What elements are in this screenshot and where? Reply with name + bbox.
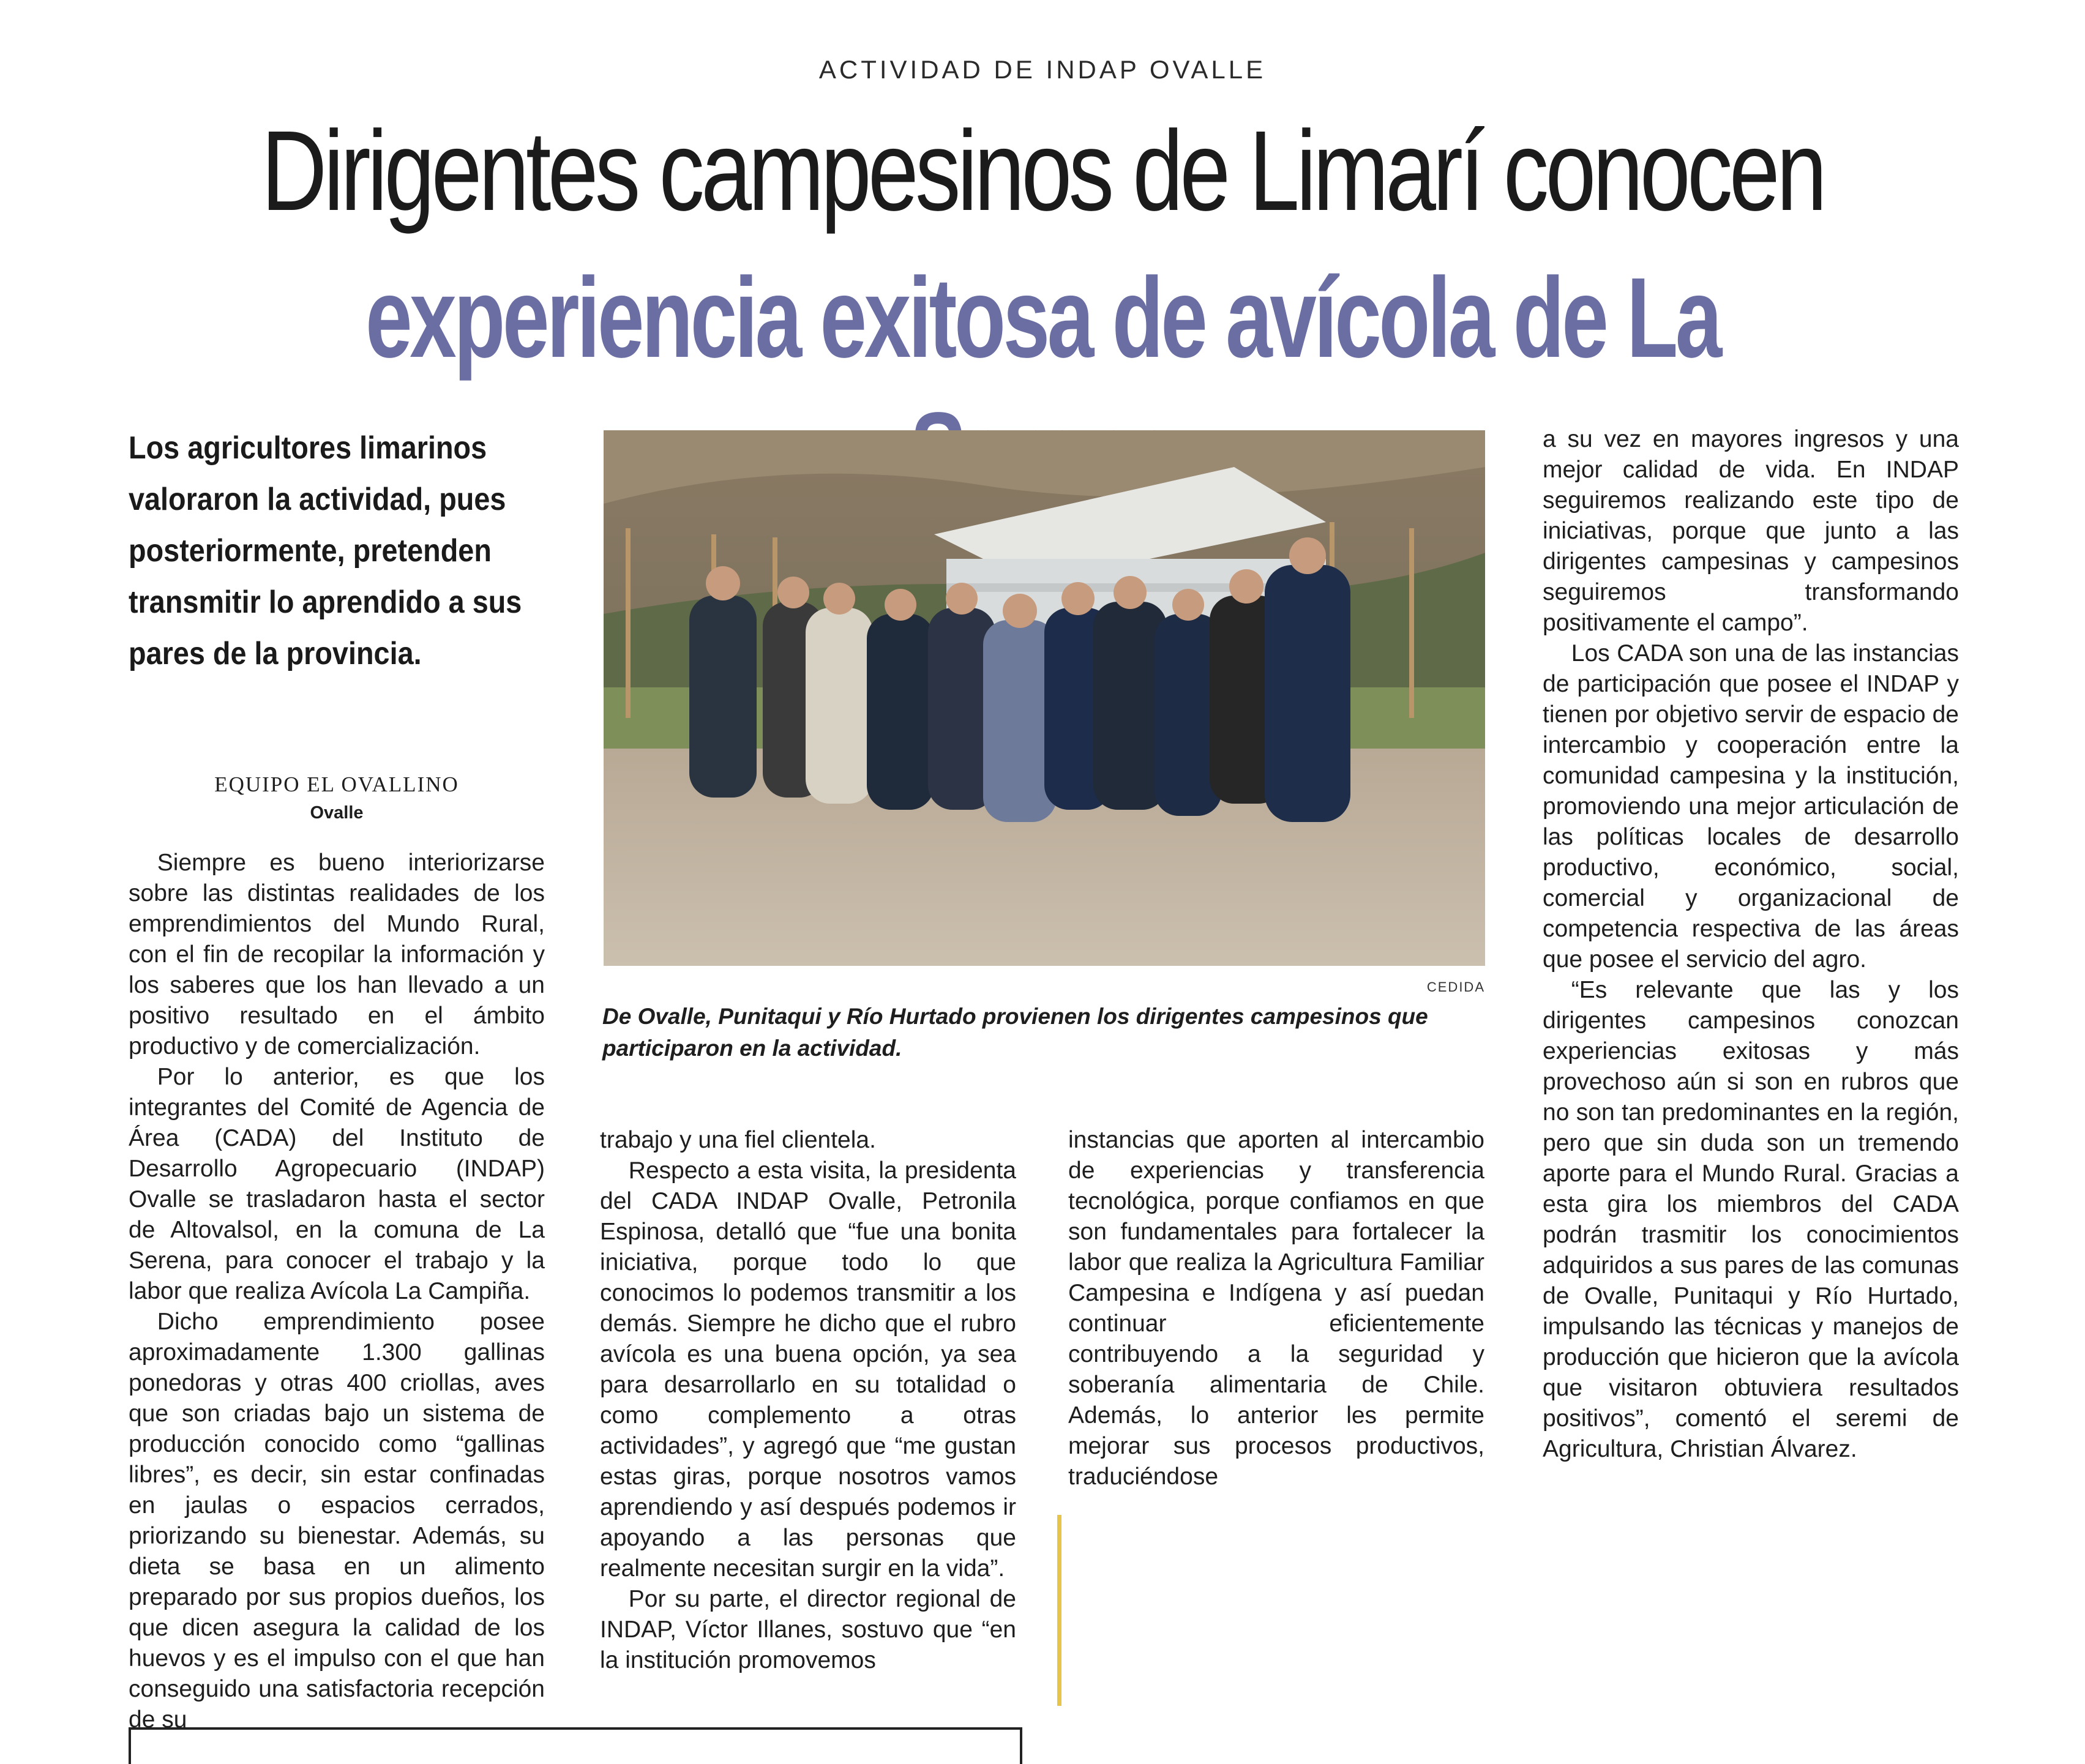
legal-notice-box: [129, 1727, 1022, 1764]
photo-caption: De Ovalle, Punitaqui y Río Hurtado provienen los dirigentes campesinos que participaron en la actividad.: [602, 1004, 1428, 1061]
column-divider: [1057, 1515, 1061, 1706]
paragraph: a su vez en mayores ingresos y una mejor calidad de vida. En INDAP seguiremos realizando este tipo de iniciativas, porque que junto a las dirigentes campesinas y campesinos seguiremos transformando positivamente el campo”.: [1543, 426, 1959, 636]
paragraph: instancias que aporten al intercambio de experiencias y transferencia tecnológica, porque confiamos en que son fundamentales para fortalecer la labor que realiza la Agricultura Familiar Campesina e Indígena y así puedan continuar eficientemente contribuyendo a la seguridad y soberanía alimentaria de Chile. Además, lo anterior les permite mejorar sus procesos productivos, traduciéndose: [1068, 1127, 1484, 1490]
paragraph: Por su parte, el director regional de INDAP, Víctor Illanes, sostuvo que “en la institución promovemos: [600, 1586, 1016, 1673]
headline-line-1: Dirigentes campesinos de Limarí conocen: [261, 108, 1824, 234]
headline-line-2: experiencia exitosa de avícola de La: [365, 255, 1720, 381]
paragraph: Por lo anterior, es que los integrantes del Comité de Agencia de Área (CADA) del Instituto de Desarrollo Agropecuario (INDAP) Ovalle se trasladaron hasta el sector de Altovalsol, en la comuna de La Serena, para conocer el trabajo y la labor que realiza Avícola La Campiña.: [129, 1064, 545, 1304]
paragraph: Los CADA son una de las instancias de participación que posee el INDAP y tienen por objetivo servir de espacio de intercambio y cooperación entre la comunidad campesina y la institución, promoviendo una mejor articulación de las políticas locales de desarrollo productivo, económico, social, comercial y organizacional de competencia respectiva de las áreas que posee el servicio del agro.: [1543, 640, 1959, 973]
paragraph: trabajo y una fiel clientela.: [600, 1127, 876, 1153]
group-photo: [604, 430, 1485, 966]
article-column-4: [1543, 424, 1959, 1465]
byline-author: EQUIPO EL OVALLINO: [214, 772, 459, 796]
article-column-1: [129, 848, 545, 1735]
section-kicker: ACTIVIDAD DE INDAP OVALLE: [818, 55, 1267, 84]
paragraph: Siempre es bueno interiorizarse sobre las distintas realidades de los emprendimientos del Mundo Rural, con el fin de recopilar la información y los saberes que los han llevado a un positivo resultado en el ámbito productivo y de comercialización.: [129, 850, 545, 1060]
photo-credit: CEDIDA: [1426, 979, 1485, 995]
byline-place: Ovalle: [310, 803, 364, 823]
paragraph: “Es relevante que las y los dirigentes campesinos conozcan experiencias exitosas y más provechoso aún si son en rubros que no son tan predominantes en la región, pero que sin duda son un tremendo aporte para el Mundo Rural. Gracias a esta gira los miembros del CADA podrán trasmitir los conocimientos adquiridos a sus pares de las comunas de Ovalle, Punitaqui y Río Hurtado, impulsando las técnicas y manejos de producción que hicieron que la avícola que visitaron obtuviera resultados positivos”, comentó el seremi de Agricultura, Christian Álvarez.: [1543, 977, 1959, 1462]
article-column-3: [1068, 1125, 1484, 1492]
paragraph: Respecto a esta visita, la presidenta del CADA INDAP Ovalle, Petronila Espinosa, detalló que “fue una bonita iniciativa, porque todo lo que conocimos lo podemos transmitir a los demás. Siempre he dicho que el rubro avícola es una buena opción, ya sea para desarrollarlo en su totalidad o como complemento a otras actividades”, y agregó que “me gustan estas giras, porque nosotros vamos aprendiendo y así después podemos ir apoyando a las personas que realmente necesitan surgir en la vida”.: [600, 1157, 1016, 1582]
paragraph: Dicho emprendimiento posee aproximadamente 1.300 gallinas ponedoras y otras 400 criollas, aves que son criadas bajo un sistema de producción conocido como “gallinas libres”, es decir, sin estar confinadas en jaulas o espacios cerrados, priorizando su bienestar. Además, su dieta se basa en un alimento preparado por sus propios dueños, los que dicen asegura la calidad de los huevos y es el impulso con el que han conseguido una satisfactoria recepción de su: [129, 1309, 545, 1733]
lead-paragraph: Los agricultores limarinos valoraron la actividad, pues posteriormente, pretenden transmitir lo aprendido a sus pares de la provincia.: [129, 430, 522, 671]
group-photo-illustration: [604, 430, 1485, 966]
article-column-2: [600, 1125, 1016, 1676]
